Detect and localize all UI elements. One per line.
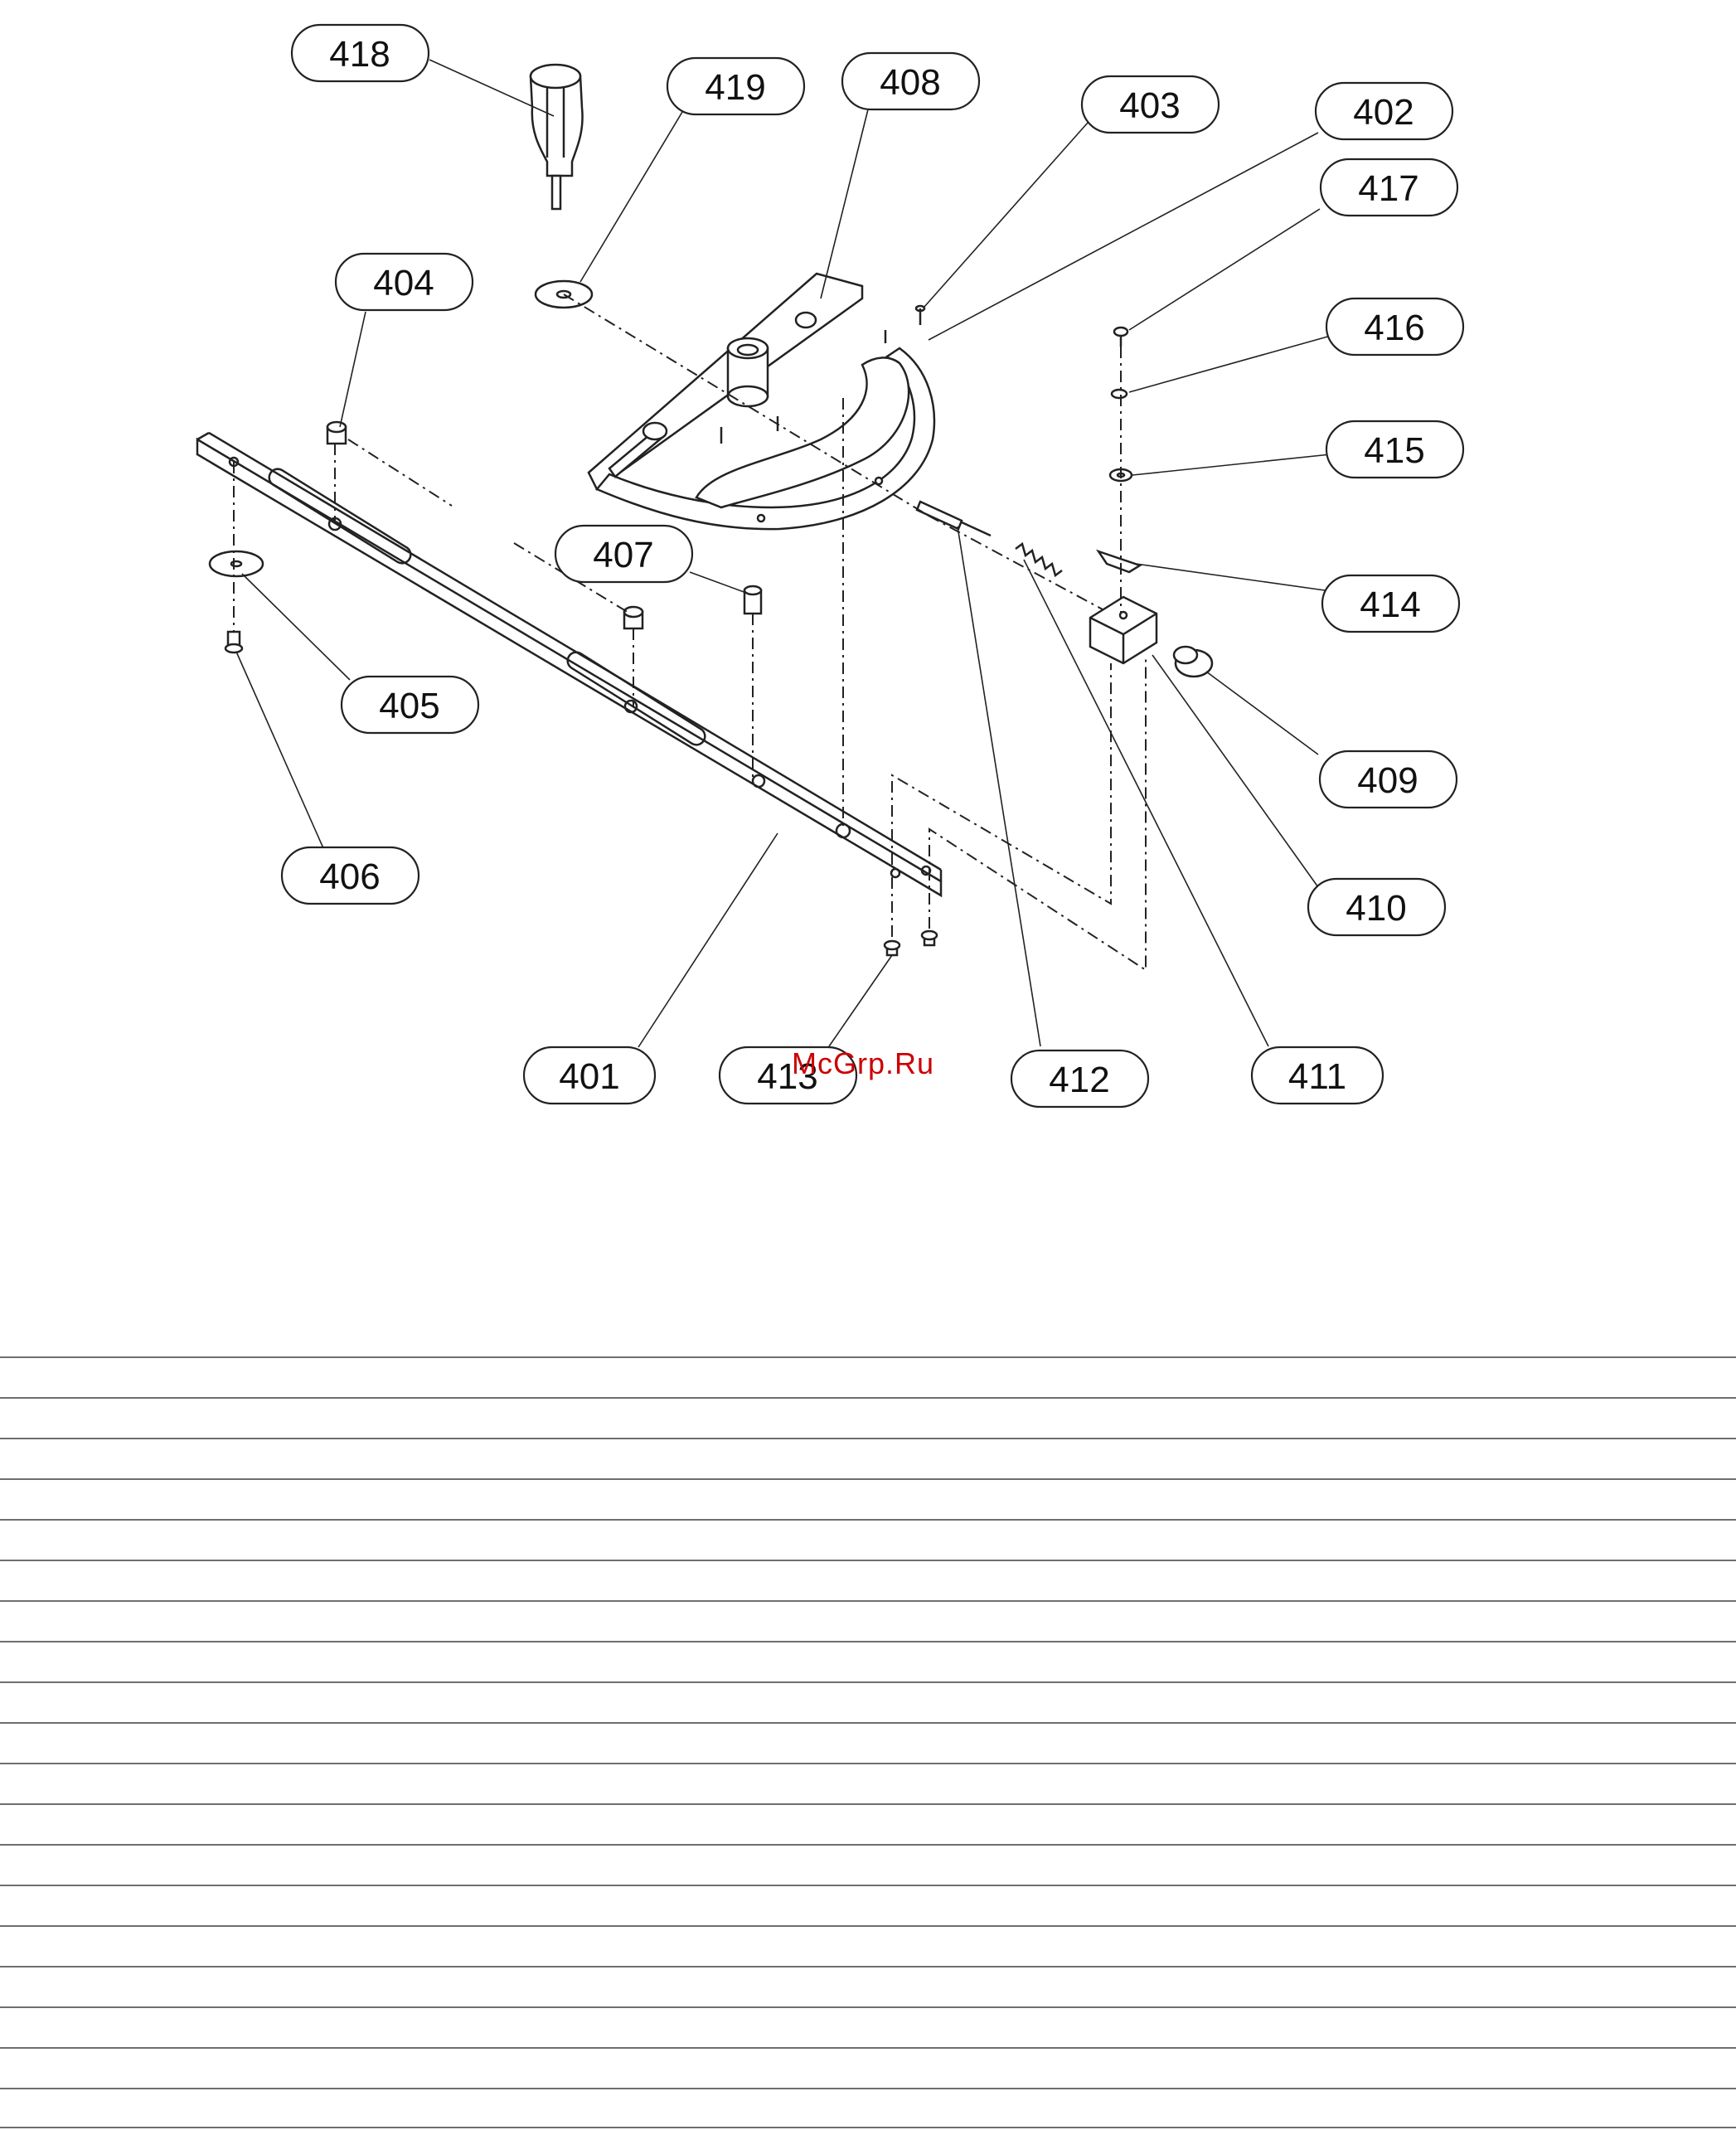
svg-text:411: 411 xyxy=(1287,1056,1347,1097)
svg-text:405: 405 xyxy=(379,686,440,726)
ruled-lines-area xyxy=(0,1343,1736,2130)
callout-406 xyxy=(282,847,419,904)
part-miter-head xyxy=(589,274,934,529)
svg-text:403: 403 xyxy=(1119,85,1181,126)
svg-text:410: 410 xyxy=(1346,888,1407,929)
svg-text:412: 412 xyxy=(1049,1060,1110,1100)
rule-line xyxy=(0,1681,1736,1683)
callout-411 xyxy=(1252,1047,1383,1104)
svg-text:409: 409 xyxy=(1357,760,1418,801)
part-handle-knob xyxy=(531,65,583,209)
rule-line xyxy=(0,1763,1736,1764)
svg-text:415: 415 xyxy=(1364,430,1425,471)
svg-text:414: 414 xyxy=(1360,585,1421,625)
rule-line xyxy=(0,1356,1736,1358)
part-pin xyxy=(916,306,924,325)
callout-417 xyxy=(1321,159,1457,216)
callout-407 xyxy=(555,526,692,582)
svg-text:418: 418 xyxy=(329,34,390,75)
svg-text:408: 408 xyxy=(880,62,941,103)
part-washer-405 xyxy=(210,551,263,576)
part-screw-417 xyxy=(1114,328,1127,347)
callout-419 xyxy=(667,58,804,114)
rule-line xyxy=(0,1560,1736,1561)
callout-405 xyxy=(342,677,478,733)
svg-text:419: 419 xyxy=(705,67,766,108)
part-shaft-412 xyxy=(917,502,991,536)
part-bushing-407 xyxy=(744,586,761,614)
rule-line xyxy=(0,1885,1736,1886)
part-washer-416 xyxy=(1112,390,1127,398)
callout-416 xyxy=(1326,298,1463,355)
rule-line xyxy=(0,1844,1736,1846)
part-screw-406 xyxy=(225,632,242,653)
callout-402 xyxy=(1316,83,1452,139)
part-spring-411 xyxy=(1016,544,1062,575)
callout-408 xyxy=(842,53,979,109)
svg-text:406: 406 xyxy=(319,856,381,897)
svg-text:416: 416 xyxy=(1364,308,1425,348)
callout-414 xyxy=(1322,575,1459,632)
watermark-text: McGrp.Ru xyxy=(792,1046,935,1080)
rule-line xyxy=(0,2006,1736,2008)
part-block-410 xyxy=(1090,597,1157,663)
svg-text:401: 401 xyxy=(559,1056,620,1097)
svg-text:407: 407 xyxy=(593,535,654,575)
rule-line xyxy=(0,1600,1736,1602)
rule-line xyxy=(0,1722,1736,1724)
svg-text:402: 402 xyxy=(1353,92,1414,133)
svg-text:404: 404 xyxy=(373,263,434,303)
part-pointer-414 xyxy=(1098,551,1140,572)
callout-409 xyxy=(1320,751,1457,808)
callout-404 xyxy=(336,254,473,310)
rule-line xyxy=(0,1478,1736,1480)
rule-line xyxy=(0,2088,1736,2089)
callout-401 xyxy=(524,1047,655,1104)
rule-line xyxy=(0,1519,1736,1521)
callout-412 xyxy=(1011,1050,1148,1107)
svg-text:417: 417 xyxy=(1358,168,1419,209)
rule-line xyxy=(0,1925,1736,1927)
callout-415 xyxy=(1326,421,1463,478)
callout-403 xyxy=(1082,76,1219,133)
callout-418 xyxy=(292,25,429,81)
svg-text:413: 413 xyxy=(757,1056,818,1097)
rule-line xyxy=(0,2047,1736,2049)
rule-line xyxy=(0,1397,1736,1399)
rule-line xyxy=(0,1966,1736,1967)
rule-line xyxy=(0,1438,1736,1439)
rule-line xyxy=(0,1641,1736,1642)
rule-line xyxy=(0,2127,1736,2128)
rule-line xyxy=(0,1803,1736,1805)
callout-410 xyxy=(1308,879,1445,935)
